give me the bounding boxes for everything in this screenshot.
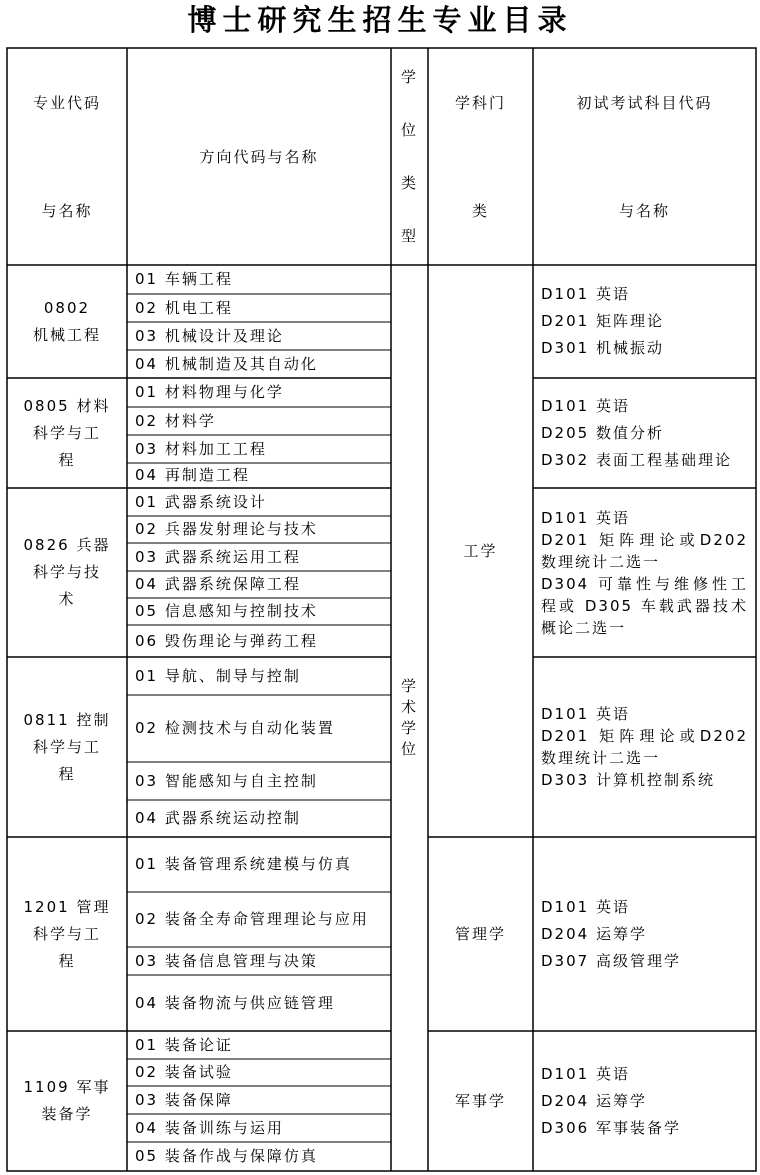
direction-item: 02 机电工程 (135, 298, 233, 317)
direction-item: 04 机械制造及其自动化 (135, 354, 318, 373)
direction-item: 03 武器系统运用工程 (135, 547, 301, 566)
page-title: 博士研究生招生专业目录 (187, 3, 573, 37)
exam-cell: D101 英语 D204 运筹学 D307 高级管理学 (541, 897, 681, 970)
header-degree-type: 学 位 类 型 (400, 67, 418, 245)
major-cell: 0802 机械工程 (32, 298, 101, 344)
direction-item: 01 车辆工程 (135, 270, 233, 288)
direction-item: 02 兵器发射理论与技术 (135, 520, 318, 538)
direction-item: 03 机械设计及理论 (135, 326, 284, 345)
direction-item: 01 武器系统设计 (135, 492, 267, 511)
direction-item: 05 装备作战与保障仿真 (135, 1147, 318, 1165)
direction-item: 01 材料物理与化学 (135, 383, 284, 401)
discipline-management: 管理学 (454, 924, 506, 943)
discipline-military: 军事学 (454, 1091, 506, 1110)
direction-item: 04 装备训练与运用 (135, 1118, 284, 1137)
major-cell: 1201 管理 科学与工 程 (23, 897, 111, 970)
major-cell: 1109 军事 装备学 (23, 1078, 111, 1123)
direction-item: 04 再制造工程 (135, 466, 250, 484)
header-direction: 方向代码与名称 (199, 147, 319, 166)
discipline-engineering: 工学 (463, 541, 498, 560)
direction-item: 02 材料学 (135, 411, 216, 430)
direction-item: 03 装备保障 (135, 1090, 233, 1109)
direction-item: 01 装备论证 (135, 1035, 233, 1054)
major-cell: 0826 兵器 科学与技 术 (23, 536, 111, 608)
direction-item: 05 信息感知与控制技术 (135, 602, 318, 620)
header-discipline: 学科门 类 (454, 93, 506, 220)
direction-item: 03 智能感知与自主控制 (135, 771, 318, 790)
direction-item: 01 装备管理系统建模与仿真 (135, 855, 352, 873)
direction-item: 03 材料加工工程 (135, 439, 267, 458)
direction-item: 04 武器系统运动控制 (135, 809, 301, 827)
header-exam: 初试考试科目代码 与名称 (576, 93, 713, 220)
direction-item: 06 毁伤理论与弹药工程 (135, 631, 318, 650)
exam-cell: D101 英语 D201 矩阵理论或D202 数理统计二选一 D304 可靠性与维修性工程或 D305 车载武器技术概论二选一 (541, 508, 748, 637)
header-major: 专业代码 与名称 (32, 93, 101, 220)
exam-cell: D101 英语 D204 运筹学 D306 军事装备学 (541, 1064, 681, 1137)
exam-cell: D101 英语 D205 数值分析 D302 表面工程基础理论 (541, 396, 732, 469)
degree-type-cell: 学 术 学 位 (400, 677, 418, 758)
major-cell: 0811 控制 科学与工 程 (23, 710, 111, 783)
exam-cell: D101 英语 D201 矩阵理论或D202 数理统计二选一 D303 计算机控制系统 (541, 705, 748, 789)
direction-item: 01 导航、制导与控制 (135, 666, 301, 685)
direction-item: 04 装备物流与供应链管理 (135, 993, 335, 1012)
direction-item: 02 装备试验 (135, 1063, 233, 1081)
direction-item: 02 检测技术与自动化装置 (135, 719, 335, 737)
major-cell: 0805 材料 科学与工 程 (23, 396, 111, 469)
direction-item: 03 装备信息管理与决策 (135, 951, 318, 970)
exam-cell: D101 英语 D201 矩阵理论 D301 机械振动 (541, 285, 664, 357)
direction-item: 04 武器系统保障工程 (135, 575, 301, 593)
direction-item: 02 装备全寿命管理理论与应用 (135, 910, 369, 928)
